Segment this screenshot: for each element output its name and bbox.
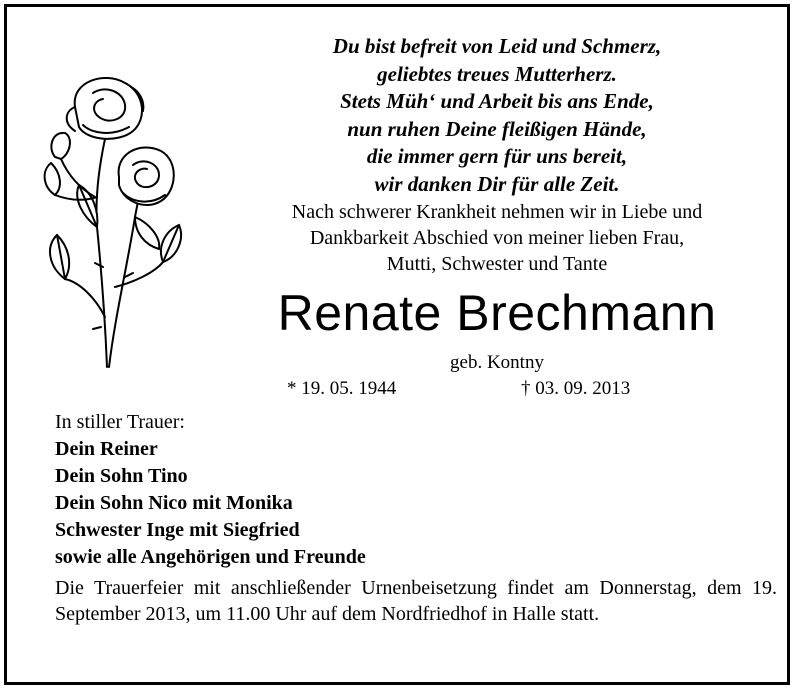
mourner-name: Dein Reiner — [55, 438, 158, 460]
poem-line: nun ruhen Deine fleißigen Hände, — [347, 116, 647, 141]
poem-line: Stets Müh‘ und Arbeit bis ans Ende, — [340, 89, 654, 113]
mourners-heading: In stiller Trauer: — [55, 411, 185, 433]
birth-date: * 19. 05. 1944 — [287, 378, 397, 399]
mourner-name: sowie alle Angehörigen und Freunde — [55, 546, 366, 568]
announcement-line: Nach schwerer Krankheit nehmen wir in Liebe und — [291, 201, 703, 223]
birth-name: geb. Kontny — [450, 352, 544, 373]
death-date: † 03. 09. 2013 — [521, 378, 631, 399]
poem-line: die immer gern für uns bereit, — [366, 144, 628, 168]
rose-illustration — [35, 67, 185, 377]
memorial-poem — [207, 33, 787, 198]
poem-line: geliebtes treues Mutterherz. — [377, 61, 617, 86]
announcement-line: Dankbarkeit Abschied von meiner lieben Frau, — [309, 227, 685, 249]
obituary-notice — [4, 4, 790, 685]
poem-line: Du bist befreit von Leid und Schmerz, — [332, 34, 662, 58]
poem-line: wir danken Dir für alle Zeit. — [374, 171, 620, 196]
announcement-text — [207, 199, 787, 277]
mourner-name: Dein Sohn Tino — [55, 465, 188, 487]
deceased-name: Renate Brechmann — [277, 285, 717, 341]
funeral-service-info: Die Trauerfeier mit anschließender Urnenbeisetzung findet am Donnerstag, dem 19. September 2013, um 11.00 Uhr auf dem Nordfriedhof in Halle statt. — [55, 577, 777, 625]
announcement-line: Mutti, Schwester und Tante — [386, 253, 608, 275]
mourners-list — [55, 409, 755, 571]
mourner-name: Schwester Inge mit Siegfried — [55, 519, 300, 541]
mourner-name: Dein Sohn Nico mit Monika — [55, 492, 293, 514]
